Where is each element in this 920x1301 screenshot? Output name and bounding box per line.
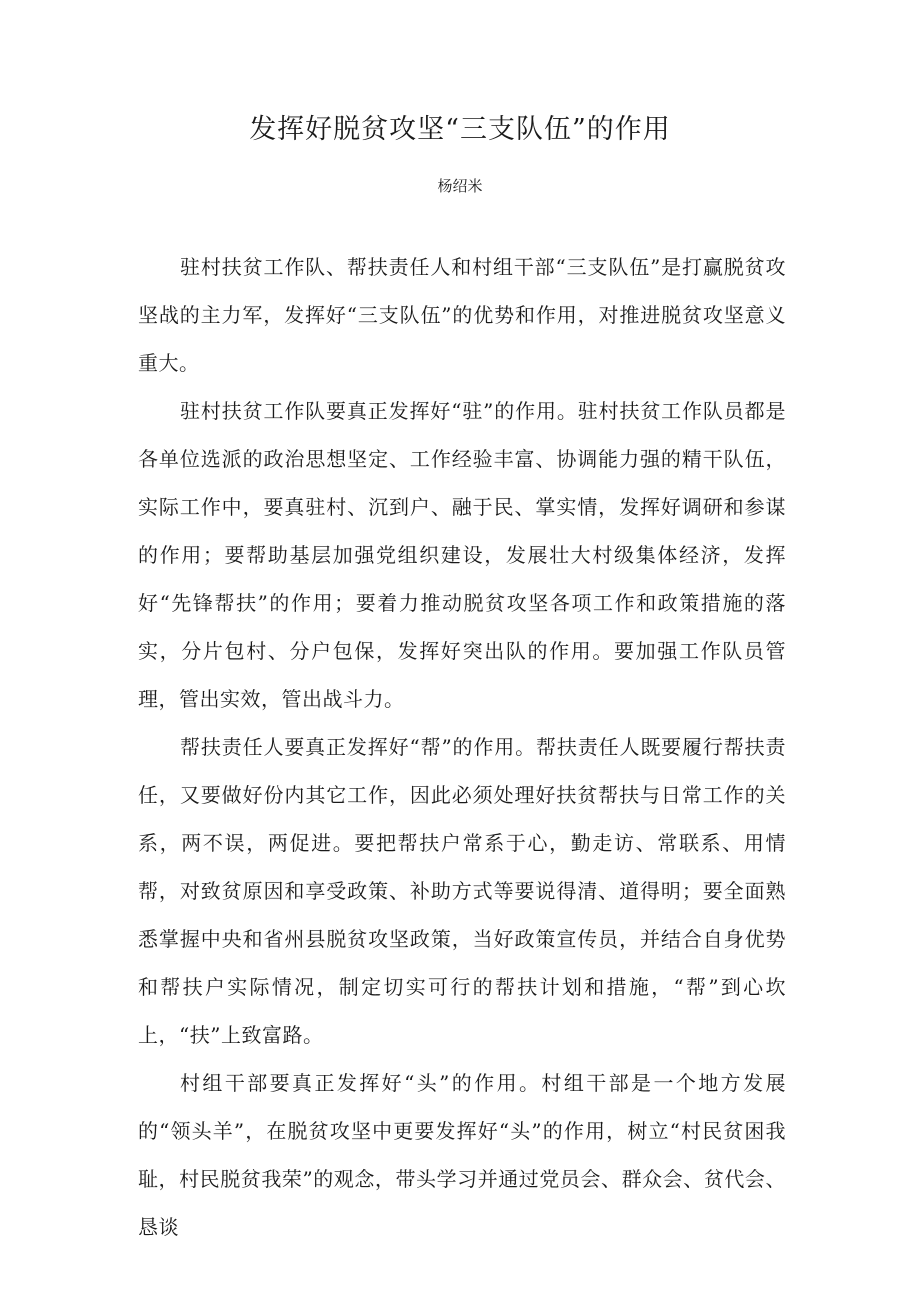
paragraph-responsible-person: 帮扶责任人要真正发挥好“帮”的作用。帮扶责任人既要履行帮扶责任，又要做好份内其它工作，因此必须处理好扶贫帮扶与日常工作的关系，两不误，两促进。要把帮扶户常系于心，勤走访、常联系、用情帮，对致贫原因和享受政策、补助方式等要说得清、道得明；要全面熟悉掌握中央和省州县脱贫攻坚政策，当好政策宣传员，并结合自身优势和帮扶户实际情况，制定切实可行的帮扶计划和措施，“帮”到心坎上，“扶”上致富路。 xyxy=(138,735,786,1047)
paragraph-intro: 驻村扶贫工作队、帮扶责任人和村组干部“三支队伍”是打赢脱贫攻坚战的主力军，发挥好“三支队伍”的优势和作用，对推进脱贫攻坚意义重大。 xyxy=(138,255,786,375)
paragraph-work-team: 驻村扶贫工作队要真正发挥好“驻”的作用。驻村扶贫工作队员都是各单位选派的政治思想坚定、工作经验丰富、协调能力强的精干队伍，实际工作中，要真驻村、沉到户、融于民、掌实情，发挥好调研和参谋的作用；要帮助基层加强党组织建设，发展壮大村级集体经济，发挥好“先锋帮扶”的作用；要着力推动脱贫攻坚各项工作和政策措施的落实，分片包村、分户包保，发挥好突出队的作用。要加强工作队员管理，管出实效，管出战斗力。 xyxy=(138,399,786,711)
paragraph-village-cadres: 村组干部要真正发挥好“头”的作用。村组干部是一个地方发展的“领头羊”，在脱贫攻坚中更要发挥好“头”的作用，树立“村民贫困我耻，村民脱贫我荣”的观念，带头学习并通过党员会、群众会、贫代会、恳谈 xyxy=(138,1071,786,1239)
document-body xyxy=(138,243,786,1251)
document-author: 杨绍米 xyxy=(437,177,483,195)
document-title: 发挥好脱贫攻坚“三支队伍”的作用 xyxy=(249,114,671,145)
